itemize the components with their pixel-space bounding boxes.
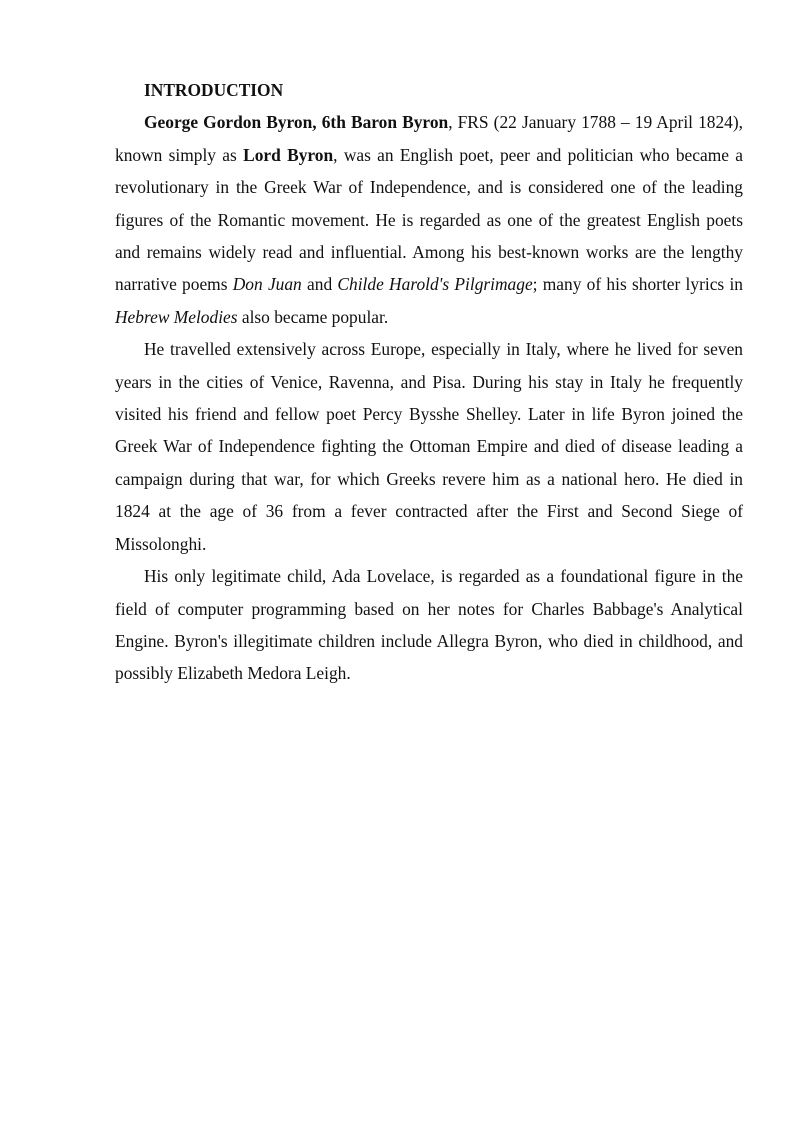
paragraph-2: He travelled extensively across Europe, especially in Italy, where he lived for seven years in the cities of Venice, Ravenna, and Pisa. During his stay in Italy he frequently visited his friend and fellow poet Percy Bysshe Shelley. Later in life Byron joined the Greek War of Independence fighting the Ottoman Empire and died of disease leading a campaign during that war, for which Greeks revere him as a national hero. He died in 1824 at the age of 36 from a fever contracted after the First and Second Siege of Missolonghi. — [115, 339, 743, 554]
known-as-name: Lord Byron — [243, 144, 334, 165]
paragraph-1-text-c: and — [301, 274, 338, 295]
paragraph-1-text-e: also became popular. — [237, 306, 389, 327]
paragraph-1 — [115, 106, 743, 333]
paragraph-3: His only legitimate child, Ada Lovelace, is regarded as a foundational figure in the field of computer programming based on her notes for Charles Babbage's Analytical Engine. Byron's illegitimate children include Allegra Byron, who died in childhood, and possibly Elizabeth Medora Leigh. — [115, 566, 743, 684]
paragraph-1-text-a: , FRS (22 January 1788 – 19 April 1824), known simply as — [115, 112, 743, 165]
document-page — [115, 74, 743, 690]
work-title-don-juan: Don Juan — [232, 274, 302, 295]
work-title-hebrew-melodies: Hebrew Melodies — [115, 306, 238, 327]
work-title-childe-harold: Childe Harold's Pilgrimage — [337, 274, 533, 295]
paragraph-1-text-b: , was an English poet, peer and politician who became a revolutionary in the Greek War of Independence, and is considered one of the leading figures of the Romantic movement. He is regarded as one of the greatest English poets and remains widely read and influential. Among his best-known works are the lengthy narrative poems — [115, 144, 743, 295]
section-heading: INTRODUCTION — [144, 80, 284, 100]
paragraph-1-text-d: ; many of his shorter lyrics in — [532, 274, 743, 295]
subject-name: George Gordon Byron, 6th Baron Byron — [144, 112, 449, 133]
